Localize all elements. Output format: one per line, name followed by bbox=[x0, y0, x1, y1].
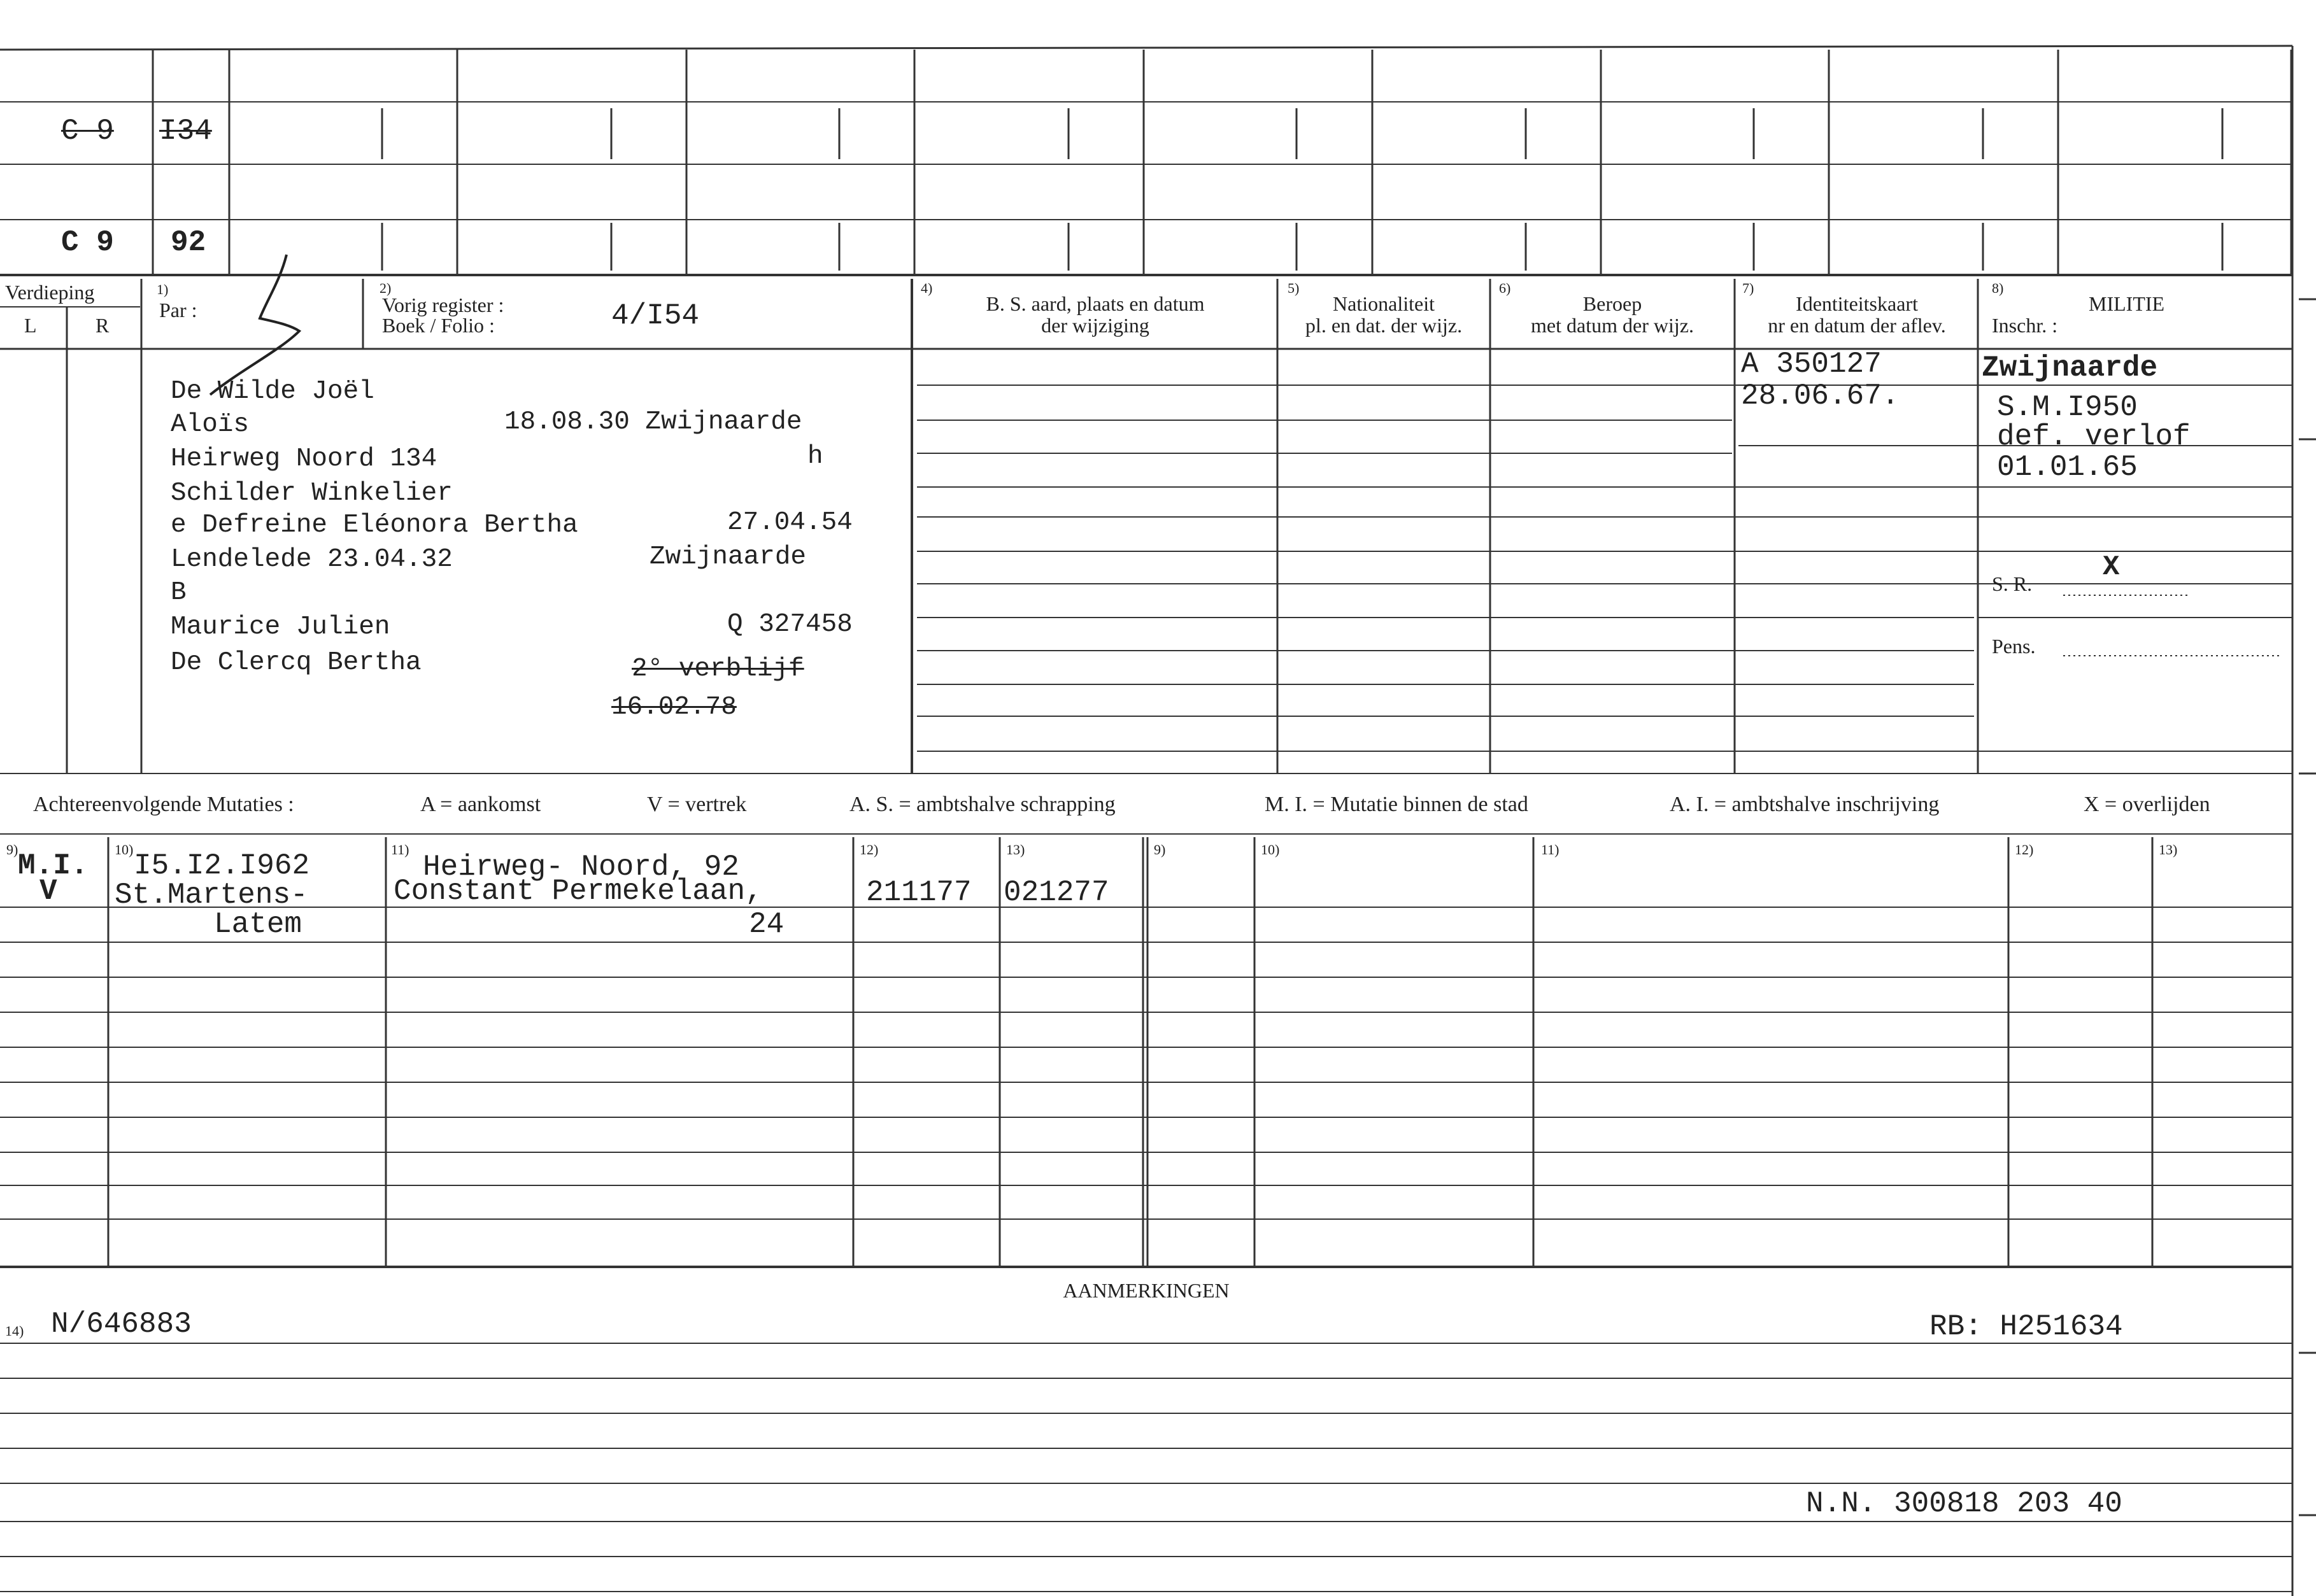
mutation-col-header: 10) bbox=[115, 842, 134, 858]
profession-header-line2: met datum der wijz. bbox=[1531, 314, 1694, 337]
mutation-col13-value: 021277 bbox=[1004, 876, 1109, 909]
mutation-address-line1: Heirweg- Noord, 92 bbox=[423, 851, 739, 884]
militie-number: 8) bbox=[1992, 280, 2004, 296]
mutation-col-header: 10) bbox=[1261, 842, 1280, 858]
legend-departure: V = vertrek bbox=[647, 793, 747, 816]
boek-folio-label: Boek / Folio : bbox=[382, 314, 495, 337]
mutation-address-line2: Constant Permekelaan, bbox=[394, 875, 763, 908]
verdieping-label: Verdieping bbox=[5, 281, 95, 304]
militie-date: 01.01.65 bbox=[1997, 451, 2138, 484]
spouse-birth: Lendelede 23.04.32 bbox=[171, 545, 453, 574]
person-name: De Wilde Joël bbox=[171, 377, 374, 406]
bs-header-line2: der wijziging bbox=[1041, 314, 1149, 337]
mutation-col-header: 11) bbox=[1541, 842, 1559, 858]
father-name: Maurice Julien bbox=[171, 612, 390, 642]
remarks-rb-number: RB: H251634 bbox=[1929, 1310, 2123, 1343]
militie-sm: S.M.I950 bbox=[1997, 391, 2138, 424]
boek-folio-value: 4/I54 bbox=[611, 299, 700, 332]
legend-removal: A. S. = ambtshalve schrapping bbox=[849, 793, 1116, 816]
mutation-address-line3: 24 bbox=[749, 908, 785, 941]
mutation-col-header: 9) bbox=[1154, 842, 1166, 858]
par-label: Par : bbox=[159, 299, 197, 321]
mutations-legend-title: Achtereenvolgende Mutaties : bbox=[33, 793, 294, 816]
mutation-place-line1: St.Martens- bbox=[115, 879, 308, 912]
militie-verlof: def. verlof bbox=[1997, 420, 2191, 453]
floor-left-label: L bbox=[24, 314, 37, 337]
second-residence-date: 16.02.78 bbox=[611, 693, 737, 722]
sr-value: X bbox=[2103, 551, 2120, 583]
sector-code: C 9 bbox=[61, 226, 114, 259]
person-address: Heirweg Noord 134 bbox=[171, 444, 437, 474]
house-number: 92 bbox=[171, 226, 206, 259]
id-card-number-label: 7) bbox=[1742, 280, 1754, 296]
mother-name: De Clercq Bertha bbox=[171, 648, 422, 677]
par-number: 1) bbox=[157, 281, 169, 297]
mutation-col-header: 13) bbox=[2159, 842, 2178, 858]
person-firstname: Aloïs bbox=[171, 410, 250, 439]
spouse-place: Zwijnaarde bbox=[650, 542, 807, 572]
legend-city-mutation: M. I. = Mutatie binnen de stad bbox=[1265, 793, 1528, 816]
person-birth: 18.08.30 Zwijnaarde bbox=[504, 407, 802, 437]
sr-label: S. R. bbox=[1992, 572, 2033, 595]
mutation-col-header: 12) bbox=[860, 842, 879, 858]
marriage-date: 27.04.54 bbox=[727, 508, 853, 537]
bs-number: 4) bbox=[921, 280, 933, 296]
mutation-col12-value: 211177 bbox=[866, 876, 972, 909]
mutation-col-header: 13) bbox=[1006, 842, 1025, 858]
second-residence: 2° verblijf bbox=[632, 654, 804, 684]
legend-arrival: A = aankomst bbox=[420, 793, 541, 816]
mutation-col-header: 12) bbox=[2015, 842, 2034, 858]
profession-header-line1: Beroep bbox=[1582, 292, 1642, 315]
nationality-number: 5) bbox=[1288, 280, 1300, 296]
old-sector-code: C 9 bbox=[61, 115, 114, 148]
bs-header-line1: B. S. aard, plaats en datum bbox=[986, 292, 1205, 315]
vorig-number: 2) bbox=[380, 280, 392, 296]
militie-place: Zwijnaarde bbox=[1982, 351, 2158, 385]
id-card-value: A 350127 bbox=[1741, 348, 1882, 381]
person-role-code: h bbox=[807, 442, 823, 471]
spouse-name: e Defreine Eléonora Bertha bbox=[171, 511, 578, 540]
nationality-header-line2: pl. en dat. der wijz. bbox=[1305, 314, 1463, 337]
mutation-col-header: 11) bbox=[391, 842, 409, 858]
reference-number: Q 327458 bbox=[727, 610, 853, 639]
id-card-header-line1: Identiteitskaart bbox=[1796, 292, 1918, 315]
militie-header: MILITIE bbox=[2089, 292, 2165, 315]
remarks-number: 14) bbox=[5, 1323, 24, 1339]
inschr-label: Inschr. : bbox=[1992, 314, 2058, 337]
mutation-col-header: 9) bbox=[6, 842, 18, 858]
mutation-type-second: V bbox=[39, 875, 57, 908]
nationality-header-line1: Nationaliteit bbox=[1333, 292, 1435, 315]
mutation-place-line2: Latem bbox=[214, 908, 302, 941]
id-card-header-line2: nr en datum der aflev. bbox=[1768, 314, 1946, 337]
vorig-register-label: Vorig register : bbox=[382, 293, 504, 316]
legend-death: X = overlijden bbox=[2084, 793, 2210, 816]
legend-registration: A. I. = ambtshalve inschrijving bbox=[1670, 793, 1940, 816]
mutation-type: M.I. bbox=[18, 849, 89, 882]
pens-label: Pens. bbox=[1992, 635, 2036, 658]
mutation-date: I5.I2.I962 bbox=[134, 849, 310, 882]
nationality-code: B bbox=[171, 578, 187, 607]
id-card-date: 28.06.67. bbox=[1741, 379, 1900, 413]
floor-right-label: R bbox=[96, 314, 110, 337]
profession-number: 6) bbox=[1499, 280, 1511, 296]
person-profession: Schilder Winkelier bbox=[171, 479, 453, 508]
remarks-title: AANMERKINGEN bbox=[1063, 1279, 1230, 1302]
remarks-national-number: N.N. 300818 203 40 bbox=[1806, 1487, 2122, 1520]
remarks-n-number: N/646883 bbox=[51, 1308, 192, 1341]
old-house-number: I34 bbox=[159, 115, 212, 148]
